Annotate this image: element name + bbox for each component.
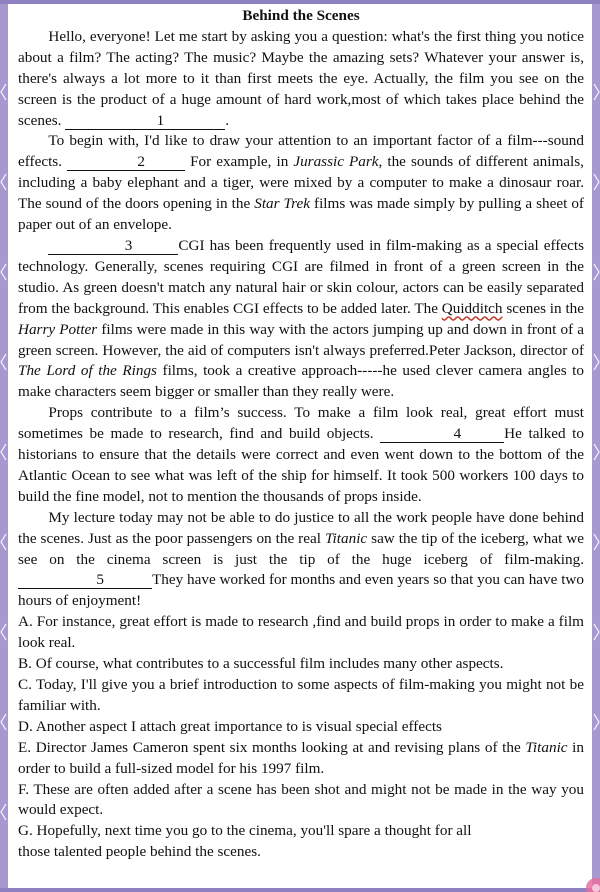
paragraph-4: [18, 403, 584, 508]
blank-5[interactable]: 5: [18, 572, 152, 589]
paragraph-3-text-a: CGI has been frequently used in film-making as a special effects technology. Generally, scenes requiring CGI are filmed in front of a green screen in the studio. As green doesn't match any natural hair or skin colour, actors can be easily separated from the background. This enables CGI effects to be added later. The: [18, 236, 584, 317]
option-c: C. Today, I'll give you a brief introduction to some aspects of film-making you might not be familiar with.: [18, 676, 584, 714]
option-e-text-b: in order to build a full-sized model for his 1997 film.: [18, 738, 584, 777]
paragraph-5-text-c: They have worked for months and even years so that you can have two hours of enjoyment!: [18, 571, 584, 610]
option-a: A. For instance, great effort is made to research ,find and build props in order to make a film look real.: [18, 613, 584, 652]
bottom-border: [0, 888, 600, 892]
option-e-text-a: E. Director James Cameron spent six months looking at and revising plans of the: [18, 738, 526, 756]
title-titanic: Titanic: [324, 529, 368, 547]
option-g-line-2: those talented people behind the scenes.: [18, 843, 261, 861]
paragraph-2-text-c: , the sounds of different animals, including a baby elephant and a tiger, were mixed by a computer to make a dinosaur roar. The sound of the doors opening in the: [18, 153, 584, 213]
option-g-line-1: G. Hopefully, next time you go to the cinema, you'll spare a thought for all: [18, 822, 472, 840]
option-d: D. Another aspect I attach great importance to is visual special effects: [18, 717, 442, 735]
paragraph-5-text-a: My lecture today may not be able to do justice to all the work people have done behind the scenes. Just as the poor passengers on the real: [18, 508, 584, 547]
title-harry-potter: Harry Potter: [18, 320, 98, 338]
article: [18, 6, 584, 863]
blank-2[interactable]: 2: [67, 154, 185, 171]
paragraph-4-text-b: He talked to historians to ensure that the details were correct and even went down to the bottom of the Atlantic Ocean to see what was left of the ship for himself. It took 500 workers 100 days to build the fine model, not to mention the thousands of props inside.: [18, 425, 584, 505]
option-f: F. These are often added after a scene has been shot and might not be made in the way you would expect.: [18, 780, 584, 819]
corner-flower-icon: [570, 862, 600, 892]
paragraph-5-text-b: saw the tip of the iceberg, what we see on the cinema screen is just the tip of the huge iceberg of film-making.: [18, 529, 584, 568]
paragraph-3: [18, 236, 584, 403]
option-b: B. Of course, what contributes to a successful film includes many other aspects.: [18, 655, 504, 673]
title-lord-of-the-rings: The Lord of the Rings: [18, 362, 157, 380]
paragraph-1-text: Hello, everyone! Let me start by asking you a question: what's the first thing you notice about a film? The acting? The music? Maybe the amazing sets? Whatever your answer is, there's always a lot more to it than first meets the eye. Actually, the film you see on the screen is the product of a huge amount of hard work,most of which takes place behind the scenes.: [18, 27, 584, 129]
paragraph-4-text-a: Props contribute to a film’s success. To make a film look real, great effort must sometimes be made to research, find and build objects.: [18, 404, 584, 443]
title-star-trek: Star Trek: [254, 195, 310, 213]
blank-4[interactable]: 4: [380, 426, 504, 443]
title-jurassic-park: Jurassic Park: [293, 153, 379, 171]
page-sheet: [8, 4, 592, 888]
word-quidditch: Quidditch: [441, 299, 503, 317]
paragraph-2-text-d: films was made simply by pulling a sheet of paper out of an envelope.: [18, 195, 584, 234]
paragraph-3-text-b: scenes in the: [502, 299, 584, 317]
option-e: [18, 738, 584, 780]
paragraph-5: [18, 508, 584, 613]
paragraph-3-text-d: films, took a creative approach-----he used clever camera angles to make characters seem bigger or smaller than they really were.: [18, 362, 584, 401]
paragraph-2-text-a: To begin with, I'd like to draw your attention to an important factor of a film---sound effects.: [18, 132, 584, 171]
option-e-titanic: Titanic: [525, 738, 568, 756]
blank-1[interactable]: 1: [65, 113, 225, 130]
paragraph-2-text-b: For example, in: [185, 153, 294, 171]
paragraph-1-end: .: [225, 111, 230, 129]
paragraph-1: [18, 27, 584, 132]
blank-3[interactable]: 3: [48, 238, 178, 255]
page-title: Behind the Scenes: [242, 7, 360, 24]
paragraph-2: [18, 131, 584, 236]
paragraph-3-text-c: films were made in this way with the actors jumping up and down in front of a green screen. However, the aid of computers isn't always preferred.Peter Jackson, director of: [18, 320, 584, 359]
